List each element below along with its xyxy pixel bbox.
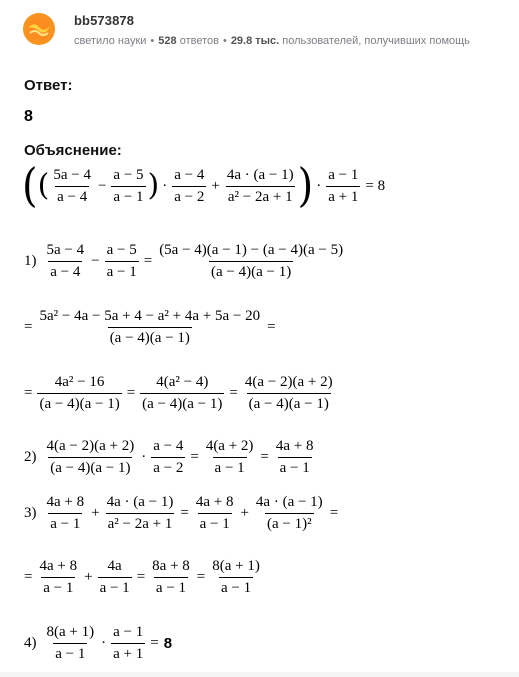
- step-3-sum: [24, 558, 264, 597]
- fraction: [204, 438, 256, 477]
- numerator: a − 4: [153, 438, 184, 454]
- operator: =: [229, 385, 238, 401]
- fraction: [243, 374, 335, 413]
- fraction: [105, 494, 176, 533]
- operator: +: [211, 177, 220, 194]
- users-helped-count: 29.8 тыс.: [230, 35, 280, 47]
- denominator: a − 2: [151, 457, 185, 477]
- numerator: 5a − 4: [53, 166, 91, 183]
- operator: +: [91, 505, 100, 521]
- step-4: [24, 624, 172, 663]
- numerator: a − 5: [106, 242, 137, 258]
- paren: ): [297, 159, 314, 213]
- numerator: 8(a + 1): [46, 624, 95, 640]
- numerator: a − 1: [328, 166, 359, 183]
- denominator: a − 1: [48, 513, 82, 533]
- operator: =: [329, 505, 339, 521]
- fraction: [151, 438, 185, 477]
- denominator: a − 1: [98, 577, 132, 597]
- users-helped-label: пользователей, получивших помощь: [282, 35, 470, 47]
- operator: ·: [316, 177, 322, 194]
- numerator: 4a² − 16: [54, 374, 105, 390]
- operator: =: [150, 635, 159, 651]
- numerator: (5a − 4)(a − 1) − (a − 4)(a − 5): [159, 242, 344, 258]
- denominator: a² − 2a + 1: [226, 186, 295, 206]
- denominator: (a − 4)(a − 1): [48, 457, 132, 477]
- step-2: [24, 438, 318, 477]
- numerator: 8a + 8: [152, 558, 190, 574]
- numerator: 5a² − 4a − 5a + 4 − a² + 4a + 5a − 20: [39, 308, 261, 324]
- operator: +: [84, 569, 93, 585]
- denominator: a − 4: [48, 261, 82, 281]
- operator: =: [126, 385, 136, 401]
- fraction: [45, 494, 87, 533]
- fraction: [172, 167, 206, 206]
- answer-label: Ответ:: [24, 77, 73, 94]
- numerator: 4a + 8: [46, 494, 85, 510]
- numerator: 4a + 8: [195, 494, 234, 510]
- operator: =: [24, 319, 33, 335]
- operator: =: [24, 385, 33, 401]
- answer-header: [0, 0, 519, 62]
- fraction: [45, 624, 97, 663]
- fraction: [150, 558, 192, 597]
- fraction: [45, 438, 137, 477]
- avatar[interactable]: [22, 12, 56, 46]
- step-3: [24, 494, 341, 533]
- explanation-label: Объяснение:: [24, 142, 122, 159]
- numerator: 4(a + 2): [205, 438, 254, 454]
- numerator: 8(a + 1): [212, 558, 260, 574]
- answers-count: 528: [158, 35, 177, 47]
- operator: = 8: [365, 177, 386, 194]
- denominator: a + 1: [326, 186, 360, 206]
- operator: =: [136, 569, 146, 585]
- numerator: 5a − 4: [46, 242, 85, 258]
- fraction: [105, 242, 139, 281]
- numerator: 4(a − 2)(a + 2): [46, 438, 135, 454]
- step-1: [24, 242, 347, 281]
- fraction: [51, 167, 93, 206]
- paren: (: [37, 168, 50, 203]
- denominator: (a − 4)(a − 1): [209, 261, 293, 281]
- denominator: a − 1: [105, 261, 139, 281]
- fraction: [37, 308, 262, 347]
- denominator: (a − 4)(a − 1): [37, 393, 121, 413]
- fraction: [45, 242, 87, 281]
- separator-dot: •: [150, 35, 155, 47]
- numerator: 4a + 8: [39, 558, 78, 574]
- denominator: (a − 1)²: [265, 513, 314, 533]
- denominator: a − 1: [219, 577, 253, 597]
- answer-value: 8: [24, 108, 33, 125]
- step-number: 3): [24, 505, 37, 521]
- numerator: 4(a − 2)(a + 2): [244, 374, 333, 390]
- fraction: [111, 167, 145, 206]
- answers-label: ответов: [179, 35, 219, 47]
- fraction: [194, 494, 236, 533]
- operator: ·: [141, 449, 147, 465]
- username-link[interactable]: bb573878: [74, 13, 135, 28]
- operator: +: [240, 505, 249, 521]
- operator: =: [180, 505, 189, 521]
- fraction: [210, 558, 262, 597]
- operator: −: [91, 253, 100, 269]
- user-rank: светило науки: [74, 35, 147, 47]
- denominator: (a − 4)(a − 1): [247, 393, 331, 413]
- operator: =: [260, 449, 269, 465]
- denominator: (a − 4)(a − 1): [140, 393, 224, 413]
- paren: (: [22, 159, 38, 213]
- numerator: 4(a² − 4): [156, 374, 209, 390]
- numerator: 4a: [107, 558, 122, 574]
- fraction: [37, 558, 79, 597]
- step-number: 1): [24, 253, 37, 269]
- denominator: a² − 2a + 1: [106, 513, 175, 533]
- operator: ·: [101, 635, 107, 651]
- fraction: [326, 167, 360, 206]
- fraction: [225, 167, 296, 206]
- fraction: [98, 558, 132, 597]
- denominator: a − 1: [198, 513, 232, 533]
- denominator: a − 1: [41, 577, 75, 597]
- fraction: [157, 242, 345, 281]
- denominator: a + 1: [111, 643, 145, 663]
- paren: ): [147, 168, 160, 203]
- denominator: (a − 4)(a − 1): [108, 327, 192, 347]
- denominator: a − 1: [278, 457, 312, 477]
- numerator: 4a · (a − 1): [255, 494, 323, 510]
- operator: =: [24, 569, 33, 585]
- numerator: a − 1: [113, 624, 144, 640]
- operator: ·: [162, 177, 168, 194]
- operator: =: [190, 449, 199, 465]
- denominator: a − 1: [53, 643, 87, 663]
- operator: =: [196, 569, 206, 585]
- denominator: a − 2: [172, 186, 206, 206]
- denominator: a − 1: [154, 577, 188, 597]
- operator: =: [143, 253, 153, 269]
- step-number: 2): [24, 449, 37, 465]
- numerator: 4a + 8: [275, 438, 314, 454]
- denominator: a − 4: [55, 186, 89, 206]
- denominator: a − 1: [111, 186, 145, 206]
- denominator: a − 1: [213, 457, 247, 477]
- step-number: 4): [24, 635, 37, 651]
- separator-dot: •: [222, 35, 227, 47]
- step-1-simplify: [24, 374, 337, 413]
- numerator: 4a · (a − 1): [106, 494, 174, 510]
- fraction: [140, 374, 224, 413]
- operator: −: [97, 177, 107, 194]
- numerator: a − 5: [113, 166, 144, 183]
- fraction: [111, 624, 145, 663]
- main-expression: [22, 159, 388, 213]
- numerator: a − 4: [174, 166, 205, 183]
- bottom-divider: [0, 672, 519, 677]
- fraction: [254, 494, 325, 533]
- numerator: 4a · (a − 1): [226, 166, 294, 183]
- fraction: [37, 374, 121, 413]
- fraction: [274, 438, 316, 477]
- final-result: 8: [163, 635, 173, 652]
- operator: =: [267, 319, 276, 335]
- step-1-expansion: [24, 308, 279, 347]
- user-stats: [74, 35, 470, 47]
